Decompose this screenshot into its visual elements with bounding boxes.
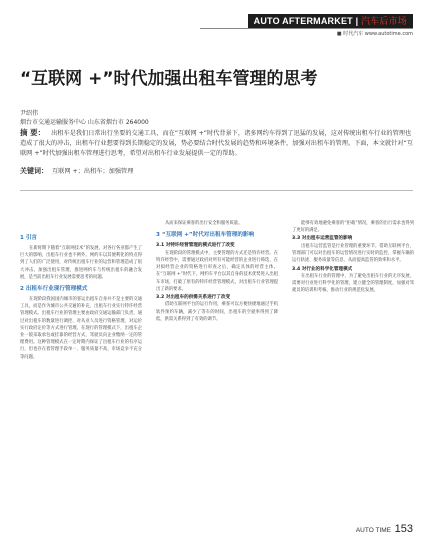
paragraph: 借助互联网平台的运行作用，乘客可以方便快捷地通过手机软件预约车辆，减少了等车的时间，出租车的空驶率得到了降低，供需关系得到了有效的调节。 (156, 302, 278, 322)
paragraph: 出租车运营监管是行业管理的重要环节。借助互联网平台，管理部门可以对出租车的运营情况进行实时的监控，掌握车辆的运行轨迹、服务质量等信息，从而提高监管的效率和水平。 (292, 243, 414, 264)
article-author: 尹绍伟 (20, 110, 39, 117)
article-affiliation: 烟台市交通运输服务中心 山东省烟台市 264000 (20, 119, 149, 126)
article-title: “互联网 +”时代加强出租车管理的思考 (20, 69, 318, 89)
subsection-heading: 3.1 对特许经营管理的模式进行了改变 (156, 243, 235, 249)
header-brand-cn: 汽车后市场 (360, 16, 407, 26)
paragraph: 在现阶段我国国内城市的客运出租车自身并不是主要的交通工具，而是作为城市公共交通的补充，出租车行业实行特许经营管理模式。出租车行业的管理主要由政府交通运输部门负责，通过对出租车的数量进行调控、对从业人员进行资格管理、对运价实行政府定价等方式进行管理。在现行的管理模式下，出租车企业一般采取承包或挂靠的经营方式，驾驶员向企业缴纳一定的管理费用。这种管理模式在一定时期内保证了出租车行业的有序运行，但也存在着管理手段单一、服务质量不高、市场竞争不充分等问题。 (20, 297, 142, 360)
header-brand-badge (248, 14, 413, 28)
body-column-1 (20, 230, 142, 530)
paragraph: 在出租车行业的管理中，为了避免出租车行业的无序发展，需要对行业进行科学化的管理，建立健全的管理制度，加强对驾驶员的培训和考核，推动行业的规范化发展。 (292, 274, 414, 294)
keywords-block (20, 166, 415, 177)
section-heading-intro: 1 引言 (20, 235, 38, 241)
paragraph: 从而来保证乘客的出行安全和服务质量。 (165, 221, 243, 226)
section-heading-impact: 3 “互联网 +”时代对出租车管理的影响 (156, 232, 255, 239)
header-subtitle: ■ 时代汽车 www.autotime.com (336, 31, 413, 37)
abstract-label: 摘 要： (20, 128, 46, 137)
subsection-heading: 3.4 对行业的科学化管理模式 (292, 266, 353, 272)
body-column-2 (156, 220, 278, 520)
subsection-heading: 3.2 对出租车的供需关系进行了改变 (156, 294, 231, 300)
header-brand-text: AUTO AFTERMARKET (253, 16, 353, 26)
paragraph: 在新时期下随着“互联网技术”的发展，对各行各业都产生了巨大的影响，出租车行业也不例外。网约车以其便利化的特点得到了人们的广泛使用，对传统出租车行业的运营和管理造成了很大冲击。加强出租车管理，推进网约车与传统出租车的融合发展，是当前出租车行业发展需要思考的问题。 (20, 246, 142, 280)
subsection-heading: 3.3 对出租车运营监管的影响 (292, 236, 353, 242)
footer-journal-label: AUTO TIME (355, 527, 391, 534)
paragraph: 能够有效地避免乘客的“拒载”情况，乘客的出行需求也得到了更好的满足。 (292, 221, 414, 234)
paragraph: 在现阶段的管理模式中，主要管理的方式还是特许经营。在特许经营中，需要通过政府对所有可能经营的企业进行筛选，在对拟经营企业的资格进行审查之后，确定具体的经营主体。在“互联网 +”时代下，网约车平台以其自身的技术优势进入出租车市场，打破了原有的特许经营管理模式，对出租车行业管理提出了新的要求。 (156, 250, 278, 292)
abstract-text: 出租车是我们日常出行坐要的交通工具，而在“互联网 +”时代背景下，诸多网约车得到了迅猛的发展，这对传统出租车行业的管理也造成了很大的冲击，出租车行业想要得到长期稳定的发展，势必要结合时代发展的趋势和环境条件，加强对出租车的管理。下面，本文就针对“互联网 +”时代加强出租车管理进行思考，希望对出租车行业发展提供一定的帮助。 (20, 130, 414, 157)
header-brand-separator: | (355, 16, 361, 26)
abstract-block (20, 128, 415, 164)
body-column-3 (292, 220, 414, 520)
section-divider (20, 190, 413, 191)
page-number: 153 (394, 523, 413, 535)
header-rule (200, 28, 413, 29)
running-header (0, 14, 427, 40)
keywords-text: 互联网 +；出租车；加强管理 (52, 168, 134, 175)
section-heading-management-model: 2 出租车行业现行管理模式 (20, 286, 88, 293)
keywords-label: 关键词： (20, 167, 48, 175)
